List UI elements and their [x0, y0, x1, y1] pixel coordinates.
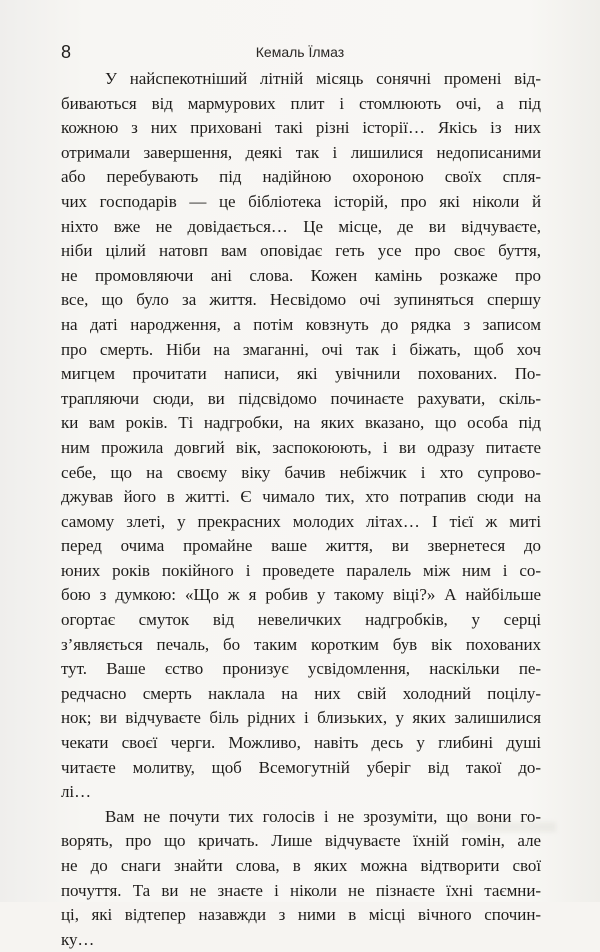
paragraph-1-line-30: лі…: [61, 782, 92, 802]
paragraph-1-line-29: читаєте молитву, щоб Всемогутній уберіг від такої до-: [61, 757, 541, 777]
paragraph-1-line-26: редчасно смерть наклала на них свій холодний поцілу-: [61, 683, 541, 703]
paragraph-2-line-3: не до снаги знайти слова, в яких можна відтворити свої: [61, 856, 541, 875]
paragraph-1-line-6: чих господарів — це бібліотека історій, про які ніколи й: [61, 191, 541, 211]
paragraph-1-line-24: з’являється печаль, бо таким коротким був вік похованих: [61, 634, 541, 654]
paragraph-1-line-20: перед очима промайне ваше життя, ви звернетеся до: [61, 536, 541, 556]
paragraph-2-line-1: Вам не почути тих голосів і не зрозуміти, що вони го-: [105, 806, 541, 826]
paragraph-2-line-6: ку…: [61, 929, 95, 949]
faint-bleedthrough-mark: [462, 822, 556, 832]
paragraph-1-line-28: чекати своєї черги. Можливо, навіть десь у глибині душі: [61, 733, 541, 753]
paragraph-2-line-5: ці, які відтепер назавжди з ними в місці вічного спочин-: [61, 905, 541, 925]
page-number: 8: [61, 42, 72, 62]
paragraph-1-line-7: ніхто вже не довідається… Це місце, де ви відчуваєте,: [61, 216, 541, 236]
main-text: [61, 67, 541, 952]
paragraph-1-line-25: тут. Ваше єство пронизує усвідомлення, наскільки пе-: [61, 659, 541, 679]
paragraph-1-line-11: на даті народження, а потім ковзнуть до рядка з записом: [61, 314, 541, 334]
paragraph-1-line-3: кожною з них приховані такі різні історії… Якісь із них: [61, 118, 541, 138]
paragraph-1-line-14: трапляючи сюди, ви підсвідомо починаєте рахувати, скіль-: [61, 388, 541, 408]
paragraph-1-line-1: У найспекотніший літній місяць сонячні промені від-: [105, 69, 541, 88]
paragraph-1-line-5: або перебувають під надійною охороною своїх спля-: [61, 167, 541, 187]
paragraph-1-line-13: мигцем прочитати написи, які увічнили похованих. По-: [61, 364, 541, 384]
paragraph-1-line-4: отримали завершення, деякі так і лишилися недописаними: [61, 142, 541, 162]
running-head: Кемаль Їлмаз: [255, 44, 345, 60]
paragraph-2-line-4: почуття. Та ви не знаєте і ніколи не пізнаєте їхні таємни-: [61, 880, 541, 900]
paragraph-1: [61, 67, 541, 805]
paragraph-1-line-12: про смерть. Ніби на змаганні, очі так і біжать, щоб хоч: [61, 339, 541, 359]
paragraph-1-line-9: не промовляючи ані слова. Кожен камінь розкаже про: [61, 265, 541, 285]
paragraph-1-line-15: ки вам років. Ті надгробки, на яких вказано, що особа під: [61, 413, 541, 433]
paragraph-1-line-10: все, що було за життя. Несвідомо очі зупиняться спершу: [61, 290, 541, 310]
paragraph-1-line-2: биваються від мармурових плит і стомлюють очі, а під: [61, 93, 541, 113]
paragraph-1-line-18: джував його в житті. Є чимало тих, хто потрапив сюди на: [61, 487, 541, 507]
paragraph-1-line-16: ним прожила довгий вік, заспокоюють, і ви одразу питаєте: [61, 437, 541, 457]
paragraph-1-line-8: ніби цілий натовп вам оповідає геть усе про своє буття,: [61, 241, 541, 261]
paragraph-1-line-22: бою з думкою: «Що ж я робив у такому віці?» А найбільше: [61, 585, 541, 605]
paragraph-1-line-21: юних років покійного і проведете паралель між ним і со-: [61, 560, 541, 580]
paragraph-1-line-23: огортає смуток від невеличких надгробків, у серці: [61, 610, 541, 630]
paragraph-1-line-17: себе, що на своєму віку бачив небіжчик і хто супрово-: [61, 462, 541, 482]
paragraph-1-line-27: нок; ви відчуваєте біль рідних і близьких, у яких залишилися: [61, 708, 541, 728]
paragraph-2-line-2: ворять, про що кричать. Лише відчуваєте їхній гомін, але: [61, 831, 541, 851]
page-header: [0, 41, 600, 65]
paragraph-1-line-19: самому злеті, у прекрасних молодих літах… І тієї ж миті: [61, 511, 541, 531]
